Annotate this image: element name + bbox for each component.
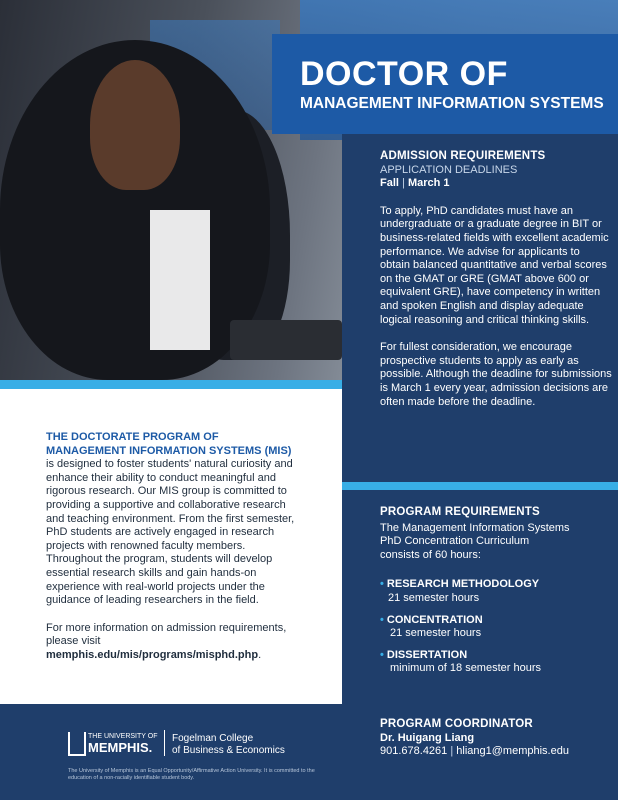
intro-highlight: THE DOCTORATE PROGRAM OF MANAGEMENT INFORMATION SYSTEMS (MIS) [46, 431, 292, 457]
program-item [380, 649, 612, 676]
logo-big-text: MEMPHIS. [88, 740, 153, 755]
footer-band [0, 704, 342, 800]
program-item-hours: 21 semester hours [390, 627, 482, 640]
program-intro: The Management Information Systems PhD Concentration Curriculum consists of 60 hours: [380, 521, 570, 561]
link-suffix: . [258, 648, 262, 661]
admission-section [380, 150, 612, 409]
contact-divider: | [450, 745, 454, 758]
coordinator-name: Dr. Huigang Liang [380, 731, 475, 744]
bullet-icon: • [380, 578, 384, 591]
college-name [172, 733, 285, 757]
coordinator-section [380, 718, 612, 759]
bullet-icon: • [380, 613, 384, 626]
college-line-1: Fogelman College [172, 733, 254, 744]
logo-divider [164, 730, 165, 756]
coordinator-phone: 901.678.4261 [380, 745, 448, 758]
logo-small-text: THE UNIVERSITY OF [88, 733, 158, 740]
university-logo [88, 732, 158, 755]
deadline-date: March 1 [407, 177, 450, 190]
coordinator-contact [380, 745, 612, 759]
accent-bar [0, 380, 360, 389]
deadline-line [380, 177, 612, 191]
right-panel [342, 134, 618, 800]
program-item [380, 614, 612, 641]
intro-section [46, 431, 298, 663]
deadlines-subheading: APPLICATION DEADLINES [380, 163, 518, 176]
program-item-hours: 21 semester hours [388, 591, 480, 604]
photo-face [90, 60, 180, 190]
coordinator-email[interactable]: hliang1@memphis.edu [456, 745, 569, 758]
page-subtitle: MANAGEMENT INFORMATION SYSTEMS [300, 95, 604, 112]
college-line-2: of Business & Economics [172, 745, 285, 756]
deadline-term: Fall [380, 177, 399, 190]
deadline-divider: | [402, 177, 405, 190]
panel-separator [342, 482, 618, 490]
title-banner [272, 34, 618, 134]
program-link[interactable]: memphis.edu/mis/programs/misphd.php [46, 648, 259, 661]
intro-body: is designed to foster students' natural curiosity and enhance their ability to conduct meaningful and rigorous research. Our MIS group is committed to providing a supportive and collaborative research and teaching environment. From the first semester, PhD students are actively engaged in research projects with renowned faculty members. Throughout the program, students will develop essential research skills and gain hands-on experience with real-world projects under the guidance of leading researchers in the field. [46, 458, 295, 607]
admission-heading: ADMISSION REQUIREMENTS [380, 150, 546, 162]
intro-paragraph [46, 431, 298, 608]
admission-para-2: For fullest consideration, we encourage prospective students to apply as early as possible. Although the deadline for submissions is March 1 every year, admission decisions are often made before the deadline. [380, 341, 612, 408]
program-item-hours: minimum of 18 semester hours [390, 662, 541, 675]
coordinator-heading: PROGRAM COORDINATOR [380, 718, 533, 730]
more-info [46, 622, 298, 663]
admission-para-1: To apply, PhD candidates must have an undergraduate or a graduate degree in BIT or business-related fields with excellent academic performance. We advise for applicants to obtain balanced quantitative and verbal scores on the GMAT or GRE (GMAT above 600 or equivalent GRE), have competency in written and spoken English and display adequate logical reasoning and critical thinking skills. [380, 204, 609, 326]
program-item [380, 578, 612, 605]
university-logo-icon [68, 732, 86, 756]
program-heading: PROGRAM REQUIREMENTS [380, 506, 540, 518]
program-item-name: DISSERTATION [386, 648, 468, 661]
photo-shirt [150, 210, 210, 350]
program-item-name: RESEARCH METHODOLOGY [386, 578, 540, 591]
program-section [380, 506, 612, 676]
photo-keyboard [230, 320, 342, 360]
disclaimer: The University of Memphis is an Equal Opportunity/Affirmative Action University. It is committed to the education of a non-racially identifiable student body. [68, 768, 315, 781]
page-title: DOCTOR OF [300, 55, 508, 93]
more-info-text: For more information on admission requirements, please visit [46, 621, 287, 648]
program-item-name: CONCENTRATION [386, 613, 483, 626]
bullet-icon: • [380, 648, 384, 661]
